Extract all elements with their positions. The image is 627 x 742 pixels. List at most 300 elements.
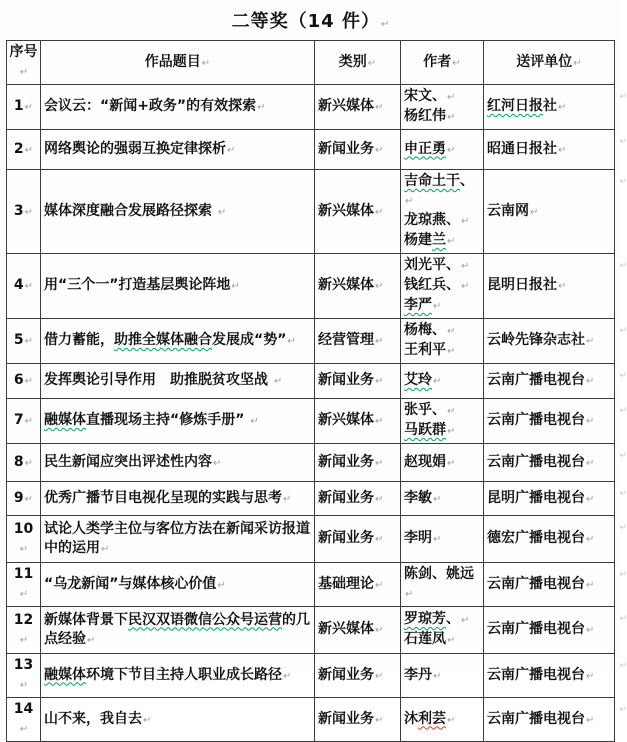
cell-line bbox=[487, 371, 611, 391]
title-cell bbox=[41, 482, 315, 516]
paragraph-mark: ↵ bbox=[586, 625, 595, 636]
cell-line bbox=[44, 140, 311, 160]
table-row bbox=[7, 170, 615, 254]
cell-line bbox=[44, 520, 311, 559]
paragraph-mark: ↵ bbox=[433, 534, 442, 545]
category-cell bbox=[315, 516, 401, 563]
cell-text: 云南广播电视台 bbox=[487, 412, 585, 428]
table-header bbox=[7, 41, 615, 85]
proofing-green-text: 罗琼芳 bbox=[404, 611, 446, 627]
unit-cell bbox=[484, 254, 627, 319]
unit-cell bbox=[484, 482, 627, 516]
unit-cell bbox=[484, 364, 627, 399]
paragraph-mark: ↵ bbox=[447, 426, 456, 437]
paragraph-mark: ↵ bbox=[573, 57, 582, 69]
paragraph-mark: ↵ bbox=[24, 416, 34, 427]
unit-cell bbox=[484, 85, 627, 130]
authors-cell bbox=[401, 654, 484, 698]
cell-text: 经营管理 bbox=[318, 332, 374, 348]
cell-line bbox=[404, 710, 480, 730]
paragraph-mark: ↵ bbox=[143, 714, 152, 726]
table-row bbox=[7, 698, 615, 742]
unit-cell bbox=[484, 319, 627, 364]
cell-line bbox=[404, 172, 480, 211]
paragraph-mark: ↵ bbox=[19, 680, 29, 691]
paragraph-mark: ↵ bbox=[375, 281, 384, 292]
cell-line bbox=[404, 321, 480, 341]
paragraph-mark: ↵ bbox=[433, 376, 442, 387]
title-cell bbox=[41, 698, 315, 742]
paragraph-mark: ↵ bbox=[461, 261, 470, 272]
col-header-label: 序号 bbox=[9, 44, 38, 60]
cell-line bbox=[44, 97, 311, 117]
paragraph-mark: ↵ bbox=[19, 543, 29, 555]
paragraph-mark: ↵ bbox=[447, 112, 456, 123]
seq-cell bbox=[7, 399, 41, 444]
cell-text: “乌龙新闻”与媒体核心价值 bbox=[44, 575, 217, 592]
cell-text: 云南广播电视台 bbox=[487, 710, 585, 727]
authors-cell bbox=[401, 482, 484, 516]
proofing-green-text: 艾玲 bbox=[404, 372, 432, 388]
cell-text: 试论人类学主位与客位方法在新闻采访报道中的运用 bbox=[44, 520, 310, 556]
proofing-green-text: 红河日报 bbox=[487, 98, 543, 114]
cell-text: 会议云：“新闻+政务”的有效探索 bbox=[44, 98, 257, 114]
paragraph-mark: ↵ bbox=[461, 216, 470, 227]
cell-text: 云南广播电视台 bbox=[487, 372, 585, 388]
cell-line bbox=[404, 107, 480, 127]
paragraph-mark: ↵ bbox=[447, 457, 456, 469]
paragraph-mark: ↵ bbox=[24, 281, 34, 292]
paragraph-mark: ↵ bbox=[405, 196, 414, 207]
unit-cell bbox=[484, 654, 627, 698]
cell-line bbox=[44, 331, 311, 351]
paragraph-mark: ↵ bbox=[433, 301, 442, 312]
paragraph-mark: ↵ bbox=[586, 534, 595, 545]
table-row bbox=[7, 516, 615, 563]
table-row bbox=[7, 654, 615, 698]
header-row bbox=[7, 41, 615, 85]
cell-text: 昆明广播电视台 bbox=[487, 489, 585, 506]
paragraph-mark: ↵ bbox=[287, 336, 296, 347]
cell-line bbox=[318, 666, 397, 686]
cell-text: 环境下节目主持人职业成长路径 bbox=[86, 666, 282, 683]
cell-line bbox=[318, 331, 397, 351]
cell-line bbox=[404, 341, 480, 361]
row-end-mark: ↵ bbox=[619, 137, 627, 147]
table-row bbox=[7, 482, 615, 516]
row-end-mark: ↵ bbox=[619, 261, 627, 271]
category-cell bbox=[315, 482, 401, 516]
row-end-mark: ↵ bbox=[619, 661, 627, 671]
unit-cell bbox=[484, 130, 627, 170]
paragraph-mark: ↵ bbox=[375, 670, 384, 682]
cell-text: 陈剑、姚远 bbox=[404, 566, 474, 582]
col-header-authors bbox=[401, 41, 484, 85]
authors-cell bbox=[401, 85, 484, 130]
cell-line bbox=[487, 140, 611, 160]
title-cell bbox=[41, 254, 315, 319]
paragraph-mark: ↵ bbox=[586, 670, 595, 682]
paragraph-mark: ↵ bbox=[447, 236, 456, 247]
cell-line bbox=[487, 620, 611, 640]
cell-line bbox=[318, 202, 397, 222]
title-cell bbox=[41, 319, 315, 364]
paragraph-mark: ↵ bbox=[24, 102, 34, 113]
proofing-green-text: 马跃群 bbox=[404, 422, 446, 438]
paragraph-mark: ↵ bbox=[375, 336, 384, 347]
seq-number: 2 bbox=[13, 140, 24, 157]
cell-line bbox=[487, 453, 611, 473]
title-cell bbox=[41, 85, 315, 130]
paragraph-mark: ↵ bbox=[586, 714, 595, 726]
seq-number: 14 bbox=[13, 701, 34, 717]
cell-line bbox=[404, 453, 480, 473]
paragraph-mark: ↵ bbox=[375, 144, 384, 156]
cell-line bbox=[404, 211, 480, 231]
page-title bbox=[0, 0, 622, 33]
paragraph-mark: ↵ bbox=[375, 714, 384, 726]
cell-text: 网络舆论的强弱互换定律探析 bbox=[44, 140, 226, 157]
cell-text: 刘光平、 bbox=[404, 257, 460, 273]
seq-number: 13 bbox=[13, 657, 34, 673]
unit-cell bbox=[484, 607, 627, 654]
table-row bbox=[7, 399, 615, 444]
paragraph-mark: ↵ bbox=[447, 635, 456, 646]
unit-cell bbox=[484, 170, 627, 254]
paragraph-mark: ↵ bbox=[24, 336, 34, 347]
seq-number: 8 bbox=[13, 453, 24, 470]
cell-line bbox=[404, 421, 480, 441]
cell-line bbox=[318, 371, 397, 391]
col-header-label: 类别 bbox=[338, 53, 367, 70]
paragraph-mark: ↵ bbox=[586, 376, 595, 387]
cell-line bbox=[404, 529, 480, 549]
authors-cell bbox=[401, 698, 484, 742]
title-cell bbox=[41, 563, 315, 607]
cell-text: 社 bbox=[543, 98, 557, 114]
proofing-green-text: 助推全媒体融合 bbox=[114, 332, 212, 348]
seq-number: 9 bbox=[13, 489, 24, 506]
proofing-red-text: 利芸 bbox=[418, 710, 446, 727]
col-header-label: 作品题目 bbox=[144, 53, 201, 70]
paragraph-mark: ↵ bbox=[375, 206, 384, 218]
category-cell bbox=[315, 364, 401, 399]
cell-line bbox=[404, 231, 480, 251]
cell-text: 直播现场主持“修炼手册” bbox=[86, 412, 250, 428]
cell-text: 云南广播电视台 bbox=[487, 453, 585, 470]
cell-line bbox=[404, 666, 480, 686]
cell-line bbox=[487, 529, 611, 549]
cell-text: 新闻业务 bbox=[318, 489, 374, 506]
cell-text: 昭通日报社 bbox=[487, 140, 557, 157]
category-cell bbox=[315, 607, 401, 654]
cell-line bbox=[404, 256, 480, 276]
category-cell bbox=[315, 170, 401, 254]
cell-line bbox=[44, 202, 311, 222]
col-header-category bbox=[315, 41, 401, 85]
seq-number: 7 bbox=[13, 412, 24, 428]
cell-text: 山不来，我自去 bbox=[44, 710, 142, 727]
cell-text: 云南广播电视台 bbox=[487, 575, 585, 592]
title-cell bbox=[41, 444, 315, 482]
paragraph-mark: ↵ bbox=[257, 102, 266, 113]
cell-line bbox=[487, 489, 611, 509]
cell-line bbox=[318, 620, 397, 640]
paragraph-mark: ↵ bbox=[586, 416, 595, 427]
paragraph-mark: ↵ bbox=[461, 615, 470, 626]
row-end-mark: ↵ bbox=[619, 92, 627, 102]
title-cell bbox=[41, 607, 315, 654]
paragraph-mark: ↵ bbox=[558, 144, 567, 156]
proofing-green-text: 融媒体 bbox=[44, 412, 86, 428]
cell-text: 赵现娟 bbox=[404, 453, 446, 470]
cell-text: 杨红伟 bbox=[404, 108, 446, 124]
seq-cell bbox=[7, 85, 41, 130]
paragraph-mark: ↵ bbox=[452, 57, 461, 69]
title-cell bbox=[41, 364, 315, 399]
title-cell bbox=[41, 654, 315, 698]
paragraph-mark: ↵ bbox=[24, 376, 34, 387]
unit-cell bbox=[484, 516, 627, 563]
paragraph-mark: ↵ bbox=[24, 457, 34, 469]
row-end-mark: ↵ bbox=[619, 523, 627, 533]
cell-text: 新兴媒体 bbox=[318, 98, 374, 114]
paragraph-mark: ↵ bbox=[375, 625, 384, 636]
cell-line bbox=[404, 565, 480, 604]
paragraph-mark: ↵ bbox=[433, 670, 442, 682]
table-row bbox=[7, 563, 615, 607]
cell-line bbox=[318, 710, 397, 730]
cell-text: 云南广播电视台 bbox=[487, 621, 585, 637]
cell-text: 杨梅、 bbox=[404, 322, 446, 338]
proofing-green-text: 吉命土干 bbox=[404, 173, 460, 189]
cell-line bbox=[487, 575, 611, 595]
cell-text: 新兴媒体 bbox=[318, 621, 374, 637]
paragraph-mark: ↵ bbox=[213, 457, 222, 469]
cell-line bbox=[318, 489, 397, 509]
paragraph-mark: ↵ bbox=[273, 376, 283, 387]
unit-cell bbox=[484, 698, 627, 742]
cell-text: 龙琼燕、 bbox=[404, 212, 460, 228]
seq-cell bbox=[7, 607, 41, 654]
cell-line bbox=[404, 140, 480, 160]
category-cell bbox=[315, 130, 401, 170]
paragraph-mark: ↵ bbox=[24, 493, 34, 505]
table-row bbox=[7, 85, 615, 130]
cell-text: 云南广播电视台 bbox=[487, 666, 585, 683]
cell-text: 新闻业务 bbox=[318, 710, 374, 727]
row-end-mark: ↵ bbox=[619, 177, 627, 187]
paragraph-mark: ↵ bbox=[433, 493, 442, 505]
cell-line bbox=[44, 611, 311, 650]
paragraph-mark: ↵ bbox=[231, 281, 240, 292]
paragraph-mark: ↵ bbox=[87, 634, 96, 646]
paragraph-mark: ↵ bbox=[405, 589, 414, 600]
awards-table bbox=[6, 40, 627, 742]
cell-text: 新闻业务 bbox=[318, 530, 374, 546]
category-cell bbox=[315, 85, 401, 130]
paragraph-mark: ↵ bbox=[375, 493, 384, 505]
authors-cell bbox=[401, 516, 484, 563]
authors-cell bbox=[401, 170, 484, 254]
cell-line bbox=[404, 276, 480, 296]
cell-text: 借力蓄能， bbox=[44, 332, 114, 348]
row-end-mark: ↵ bbox=[619, 371, 627, 381]
row-end-mark: ↵ bbox=[619, 489, 627, 499]
paragraph-mark: ↵ bbox=[217, 579, 226, 591]
cell-line bbox=[44, 453, 311, 473]
col-header-title bbox=[41, 41, 315, 85]
cell-line bbox=[404, 401, 480, 421]
cell-line bbox=[44, 371, 311, 391]
proofing-green-text: 融媒体 bbox=[44, 666, 86, 683]
seq-number: 4 bbox=[13, 277, 24, 293]
cell-line bbox=[44, 710, 311, 730]
seq-cell bbox=[7, 319, 41, 364]
cell-text: 王利平 bbox=[404, 342, 446, 358]
paragraph-mark: ↵ bbox=[586, 457, 595, 469]
seq-number: 1 bbox=[13, 98, 24, 114]
authors-cell bbox=[401, 563, 484, 607]
paragraph-mark: ↵ bbox=[530, 206, 539, 218]
proofing-green-text: 申正勇 bbox=[404, 140, 446, 157]
cell-line bbox=[318, 97, 397, 117]
table-body bbox=[7, 85, 627, 742]
row-end-mark: ↵ bbox=[619, 451, 627, 461]
category-cell bbox=[315, 654, 401, 698]
category-cell bbox=[315, 444, 401, 482]
cell-line bbox=[487, 411, 611, 431]
paragraph-mark: ↵ bbox=[558, 102, 567, 113]
cell-line bbox=[44, 489, 311, 509]
cell-line bbox=[487, 202, 611, 222]
cell-line bbox=[487, 97, 611, 117]
paragraph-mark: ↵ bbox=[586, 336, 595, 347]
table-row bbox=[7, 364, 615, 399]
cell-line bbox=[404, 610, 480, 630]
paragraph-mark: ↵ bbox=[283, 670, 292, 682]
row-end-mark: ↵ bbox=[619, 326, 627, 336]
category-cell bbox=[315, 254, 401, 319]
paragraph-mark: ↵ bbox=[375, 457, 384, 469]
category-cell bbox=[315, 319, 401, 364]
paragraph-mark: ↵ bbox=[19, 67, 29, 78]
paragraph-mark: ↵ bbox=[375, 416, 384, 427]
paragraph-mark: ↵ bbox=[24, 206, 34, 218]
paragraph-mark: ↵ bbox=[375, 102, 384, 113]
cell-line bbox=[44, 276, 311, 296]
cell-text: 昆明日报社 bbox=[487, 277, 557, 293]
paragraph-mark: ↵ bbox=[586, 493, 595, 505]
title-cell bbox=[41, 399, 315, 444]
col-header-label: 作者 bbox=[423, 53, 452, 70]
row-end-mark: ↵ bbox=[619, 614, 627, 624]
authors-cell bbox=[401, 444, 484, 482]
seq-cell bbox=[7, 444, 41, 482]
title-cell bbox=[41, 170, 315, 254]
paragraph-mark: ↵ bbox=[375, 376, 384, 387]
seq-number: 10 bbox=[13, 520, 34, 537]
unit-cell bbox=[484, 399, 627, 444]
paragraph-mark: ↵ bbox=[24, 144, 34, 156]
table-row bbox=[7, 607, 615, 654]
cell-text: 新闻业务 bbox=[318, 140, 374, 157]
cell-line bbox=[318, 453, 397, 473]
paragraph-mark: ↵ bbox=[19, 724, 29, 735]
paragraph-mark: ↵ bbox=[250, 416, 259, 427]
paragraph-mark: ↵ bbox=[283, 493, 292, 505]
cell-text: 云岭先锋杂志社 bbox=[487, 332, 585, 348]
cell-text: 、 bbox=[446, 611, 460, 627]
cell-line bbox=[487, 710, 611, 730]
cell-line bbox=[318, 529, 397, 549]
title-cell bbox=[41, 130, 315, 170]
cell-line bbox=[44, 411, 311, 431]
seq-cell bbox=[7, 170, 41, 254]
row-end-mark: ↵ bbox=[619, 705, 627, 715]
seq-cell bbox=[7, 482, 41, 516]
authors-cell bbox=[401, 399, 484, 444]
cell-text: 德宏广播电视台 bbox=[487, 530, 585, 546]
unit-cell bbox=[484, 563, 627, 607]
cell-line bbox=[318, 575, 397, 595]
seq-number: 11 bbox=[13, 566, 34, 582]
paragraph-mark: ↵ bbox=[367, 57, 377, 69]
cell-line bbox=[404, 87, 480, 107]
cell-text: 、 bbox=[460, 173, 474, 189]
paragraph-mark: ↵ bbox=[447, 406, 456, 417]
paragraph-mark: ↵ bbox=[217, 206, 227, 218]
cell-text: 张乎、 bbox=[404, 402, 446, 418]
seq-cell bbox=[7, 516, 41, 563]
cell-line bbox=[318, 140, 397, 160]
cell-text: 新兴媒体 bbox=[318, 412, 374, 428]
cell-line bbox=[404, 371, 480, 391]
cell-line bbox=[318, 276, 397, 296]
cell-text: 新闻业务 bbox=[318, 453, 374, 470]
paragraph-mark: ↵ bbox=[461, 281, 470, 292]
paragraph-mark: ↵ bbox=[201, 57, 211, 69]
cell-text: 新兴媒体 bbox=[318, 202, 374, 219]
seq-number: 3 bbox=[13, 202, 24, 219]
paragraph-mark: ↵ bbox=[447, 714, 456, 726]
cell-text: 用“三个一”打造基层舆论阵地 bbox=[44, 277, 231, 293]
cell-line bbox=[44, 575, 311, 595]
cell-text: 李丹 bbox=[404, 666, 432, 683]
cell-line bbox=[487, 666, 611, 686]
authors-cell bbox=[401, 319, 484, 364]
cell-line bbox=[44, 666, 311, 686]
cell-line bbox=[318, 411, 397, 431]
paragraph-mark: ↵ bbox=[101, 543, 110, 555]
col-header-unit bbox=[484, 41, 615, 85]
seq-cell bbox=[7, 698, 41, 742]
cell-text: 杨建 bbox=[404, 232, 432, 248]
cell-text: 李敏 bbox=[404, 489, 432, 506]
proofing-green-text: 兰 bbox=[432, 232, 446, 248]
cell-text: 钱红兵、 bbox=[404, 277, 460, 293]
unit-cell bbox=[484, 444, 627, 482]
table-row bbox=[7, 319, 615, 364]
seq-cell bbox=[7, 563, 41, 607]
paragraph-mark: ↵ bbox=[447, 92, 456, 103]
cell-text: 沐 bbox=[404, 710, 418, 727]
table-row bbox=[7, 444, 615, 482]
col-header-no bbox=[7, 41, 41, 85]
table-row bbox=[7, 130, 615, 170]
cell-text: 优秀广播节目电视化呈现的实践与思考 bbox=[44, 489, 282, 506]
cell-text: 民生新闻应突出评述性内容 bbox=[44, 453, 212, 470]
